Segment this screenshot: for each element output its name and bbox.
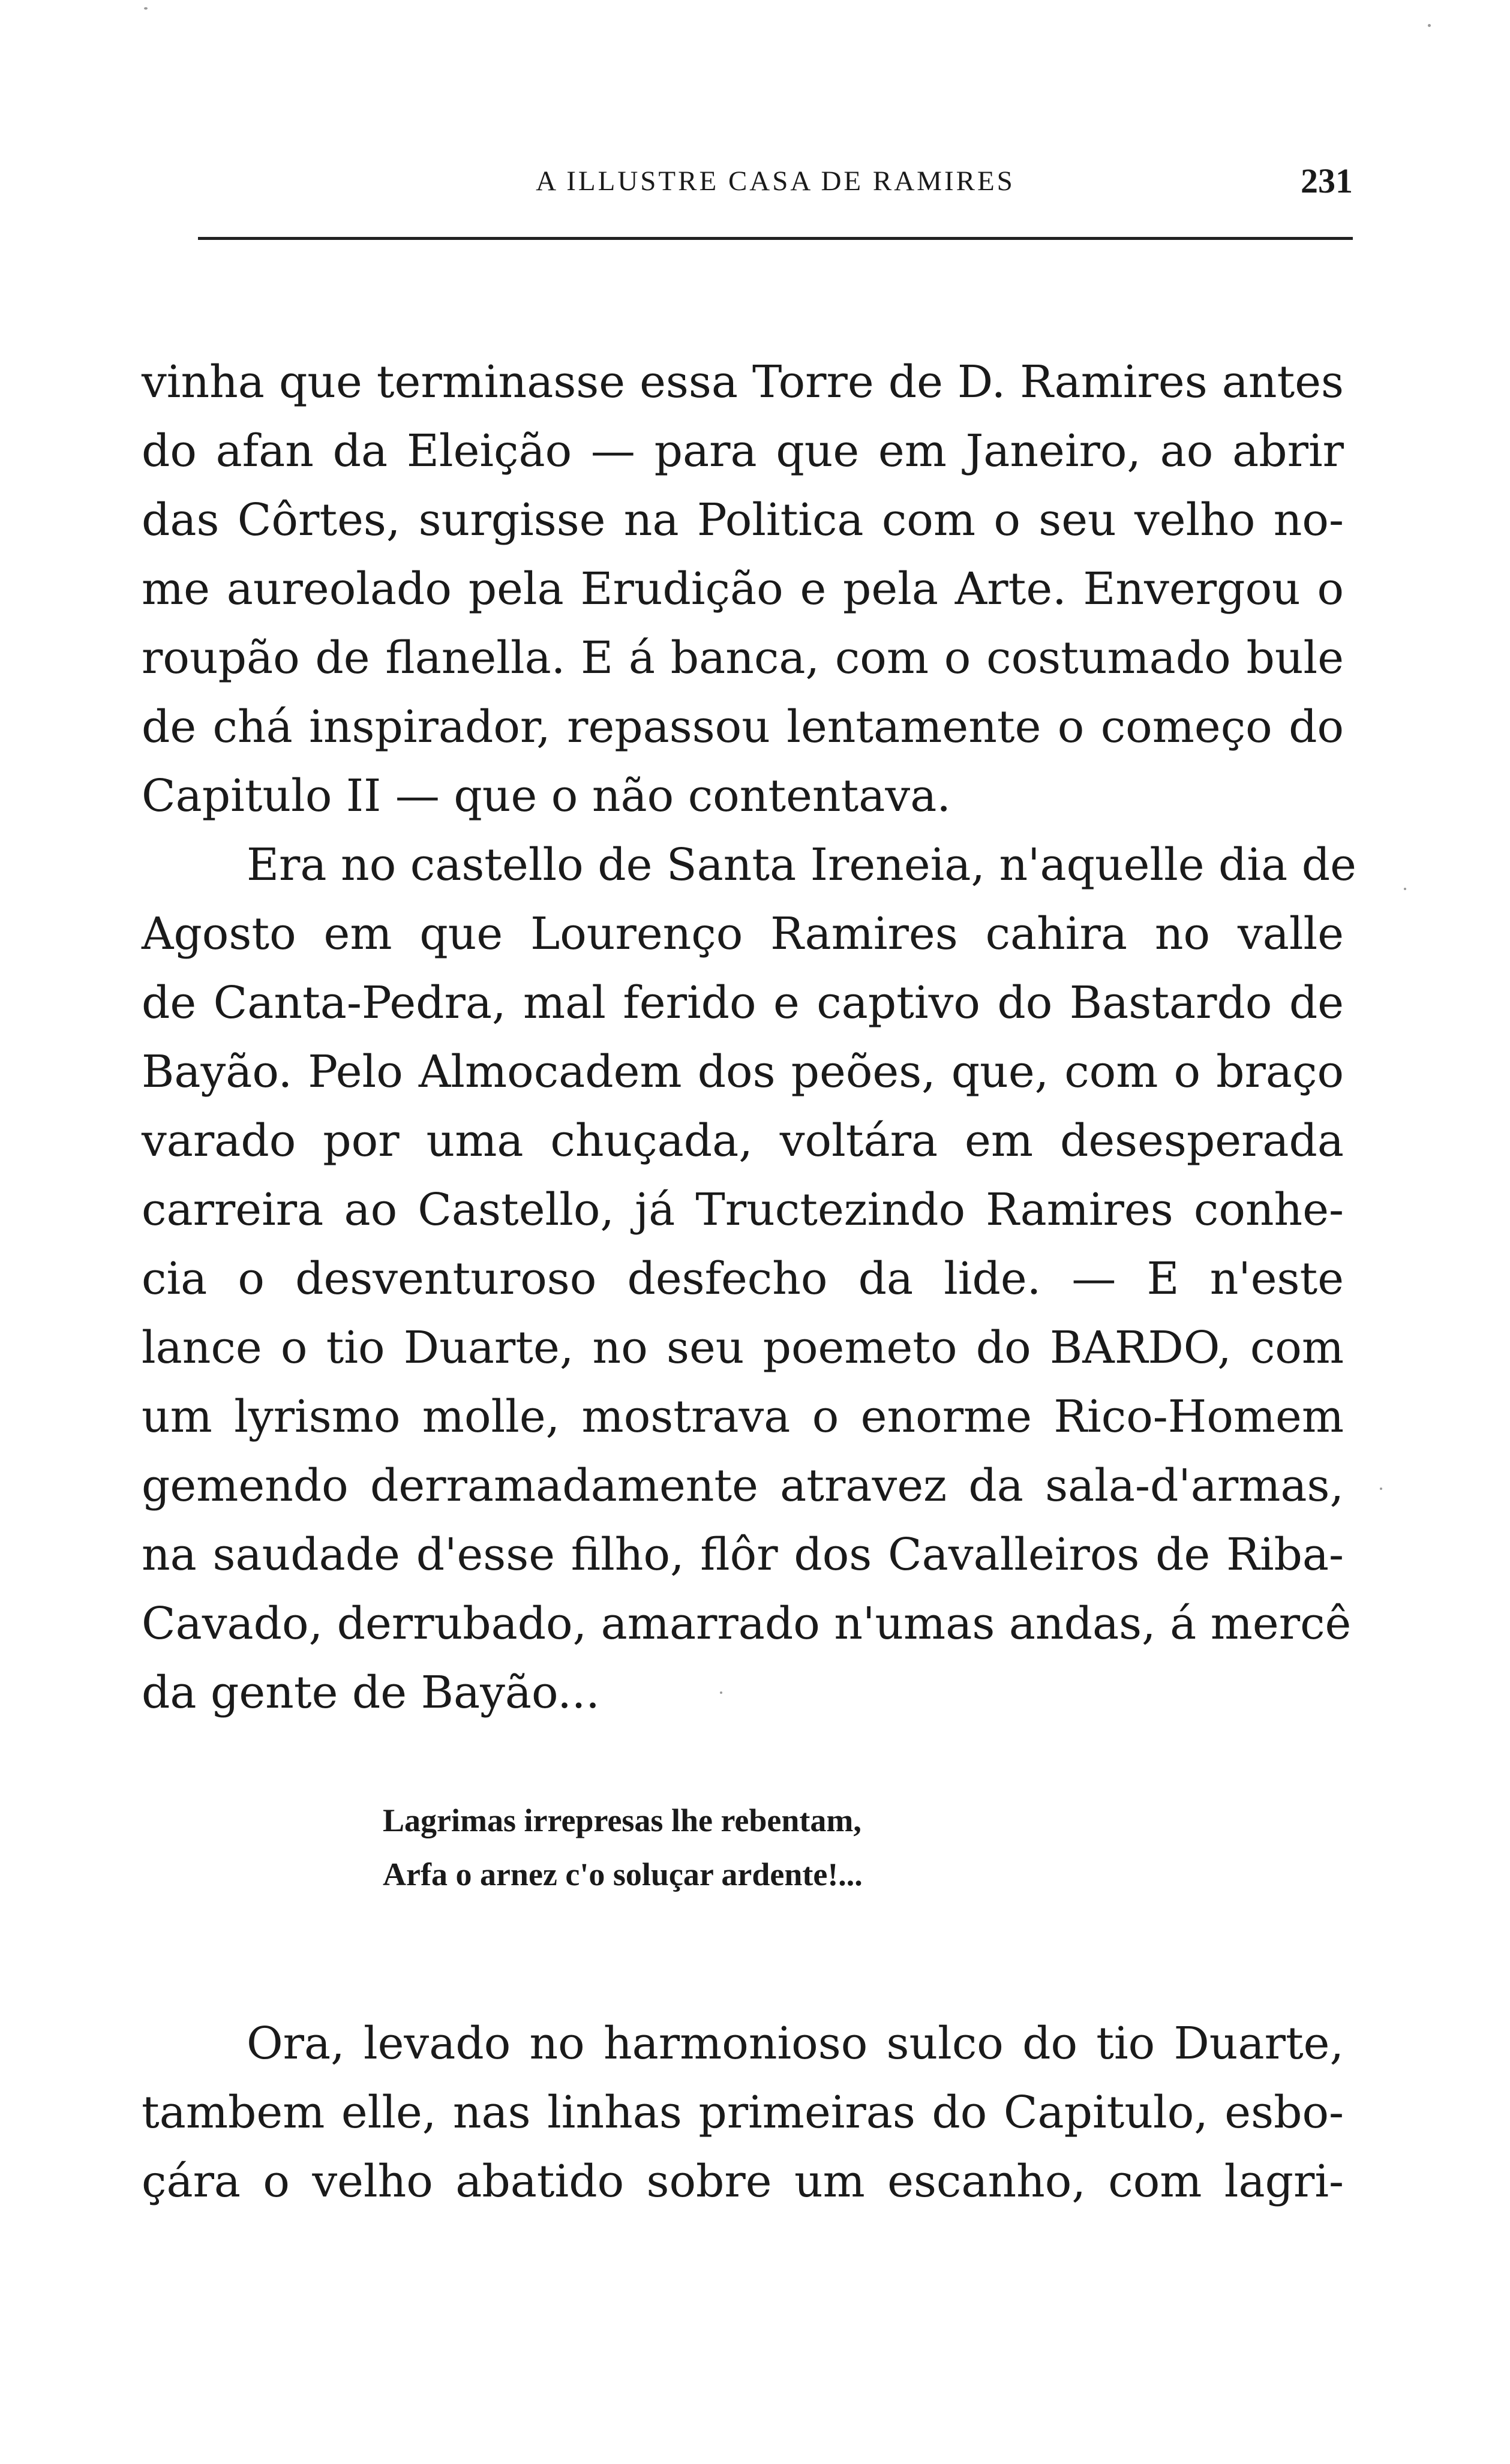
running-head	[198, 157, 1353, 205]
text-line: lance o tio Duarte, no seu poemeto do BARDO, com	[142, 1322, 1344, 1374]
text-line: tambem elle, nas linhas primeiras do Capitulo, esbo-	[142, 2087, 1344, 2138]
text-line: cia o desventuroso desfecho da lide. — E n'este	[142, 1253, 1344, 1305]
verse-line: Arfa o arnez c'o soluçar ardente!...	[383, 1856, 863, 1892]
text-line: Capitulo II — que o não contentava.	[142, 770, 951, 822]
prose-block-2	[142, 2009, 1344, 2216]
paper-speck	[144, 7, 148, 10]
text-line: carreira ao Castello, já Tructezindo Ramires conhe-	[142, 1184, 1344, 1236]
text-line: das Côrtes, surgisse na Politica com o seu velho no-	[142, 494, 1344, 546]
running-title: A ILLUSTRE CASA DE RAMIRES	[536, 166, 1015, 197]
text-line: de chá inspirador, repassou lentamente o começo do	[142, 701, 1344, 753]
text-line: da gente de Bayão...	[142, 1667, 600, 1718]
text-line: çára o velho abatido sobre um escanho, com lagri-	[142, 2156, 1344, 2207]
prose-block-1	[142, 348, 1356, 1727]
text-line: na saudade d'esse filho, flôr dos Cavalleiros de Riba-	[142, 1529, 1344, 1580]
text-line: de Canta-Pedra, mal ferido e captivo do Bastardo de	[142, 977, 1344, 1029]
page-number: 231	[1301, 161, 1353, 200]
text-line: Bayão. Pelo Almocadem dos peões, que, com o braço	[142, 1046, 1344, 1098]
text-line: gemendo derramadamente atravez da sala-d'armas,	[142, 1460, 1344, 1512]
verse-line: Lagrimas irrepresas lhe rebentam,	[383, 1802, 861, 1838]
text-line: do afan da Eleição — para que em Janeiro, ao abrir	[142, 425, 1344, 477]
text-line: varado por uma chuçada, voltára em desesperada	[142, 1115, 1344, 1167]
text-line: Ora, levado no harmonioso sulco do tio Duarte,	[247, 2018, 1344, 2069]
text-line: roupão de flanella. E á banca, com o costumado bule	[142, 632, 1344, 684]
text-line: Era no castello de Santa Ireneia, n'aquelle dia de	[247, 839, 1356, 891]
text-line: vinha que terminasse essa Torre de D. Ramires antes	[142, 356, 1344, 408]
paper-speck	[720, 1691, 722, 1694]
paper-speck	[1380, 1488, 1382, 1490]
paper-speck	[1404, 888, 1406, 890]
text-line: um lyrismo molle, mostrava o enorme Rico-Homem	[142, 1391, 1344, 1443]
text-line: Cavado, derrubado, amarrado n'umas andas, á mercê	[142, 1598, 1352, 1649]
header-rule	[198, 237, 1353, 240]
paper-speck	[1428, 24, 1431, 27]
text-line: Agosto em que Lourenço Ramires cahira no valle	[142, 908, 1344, 960]
text-line: me aureolado pela Erudição e pela Arte. Envergou o	[142, 563, 1344, 615]
verse-quote	[383, 1793, 863, 1901]
